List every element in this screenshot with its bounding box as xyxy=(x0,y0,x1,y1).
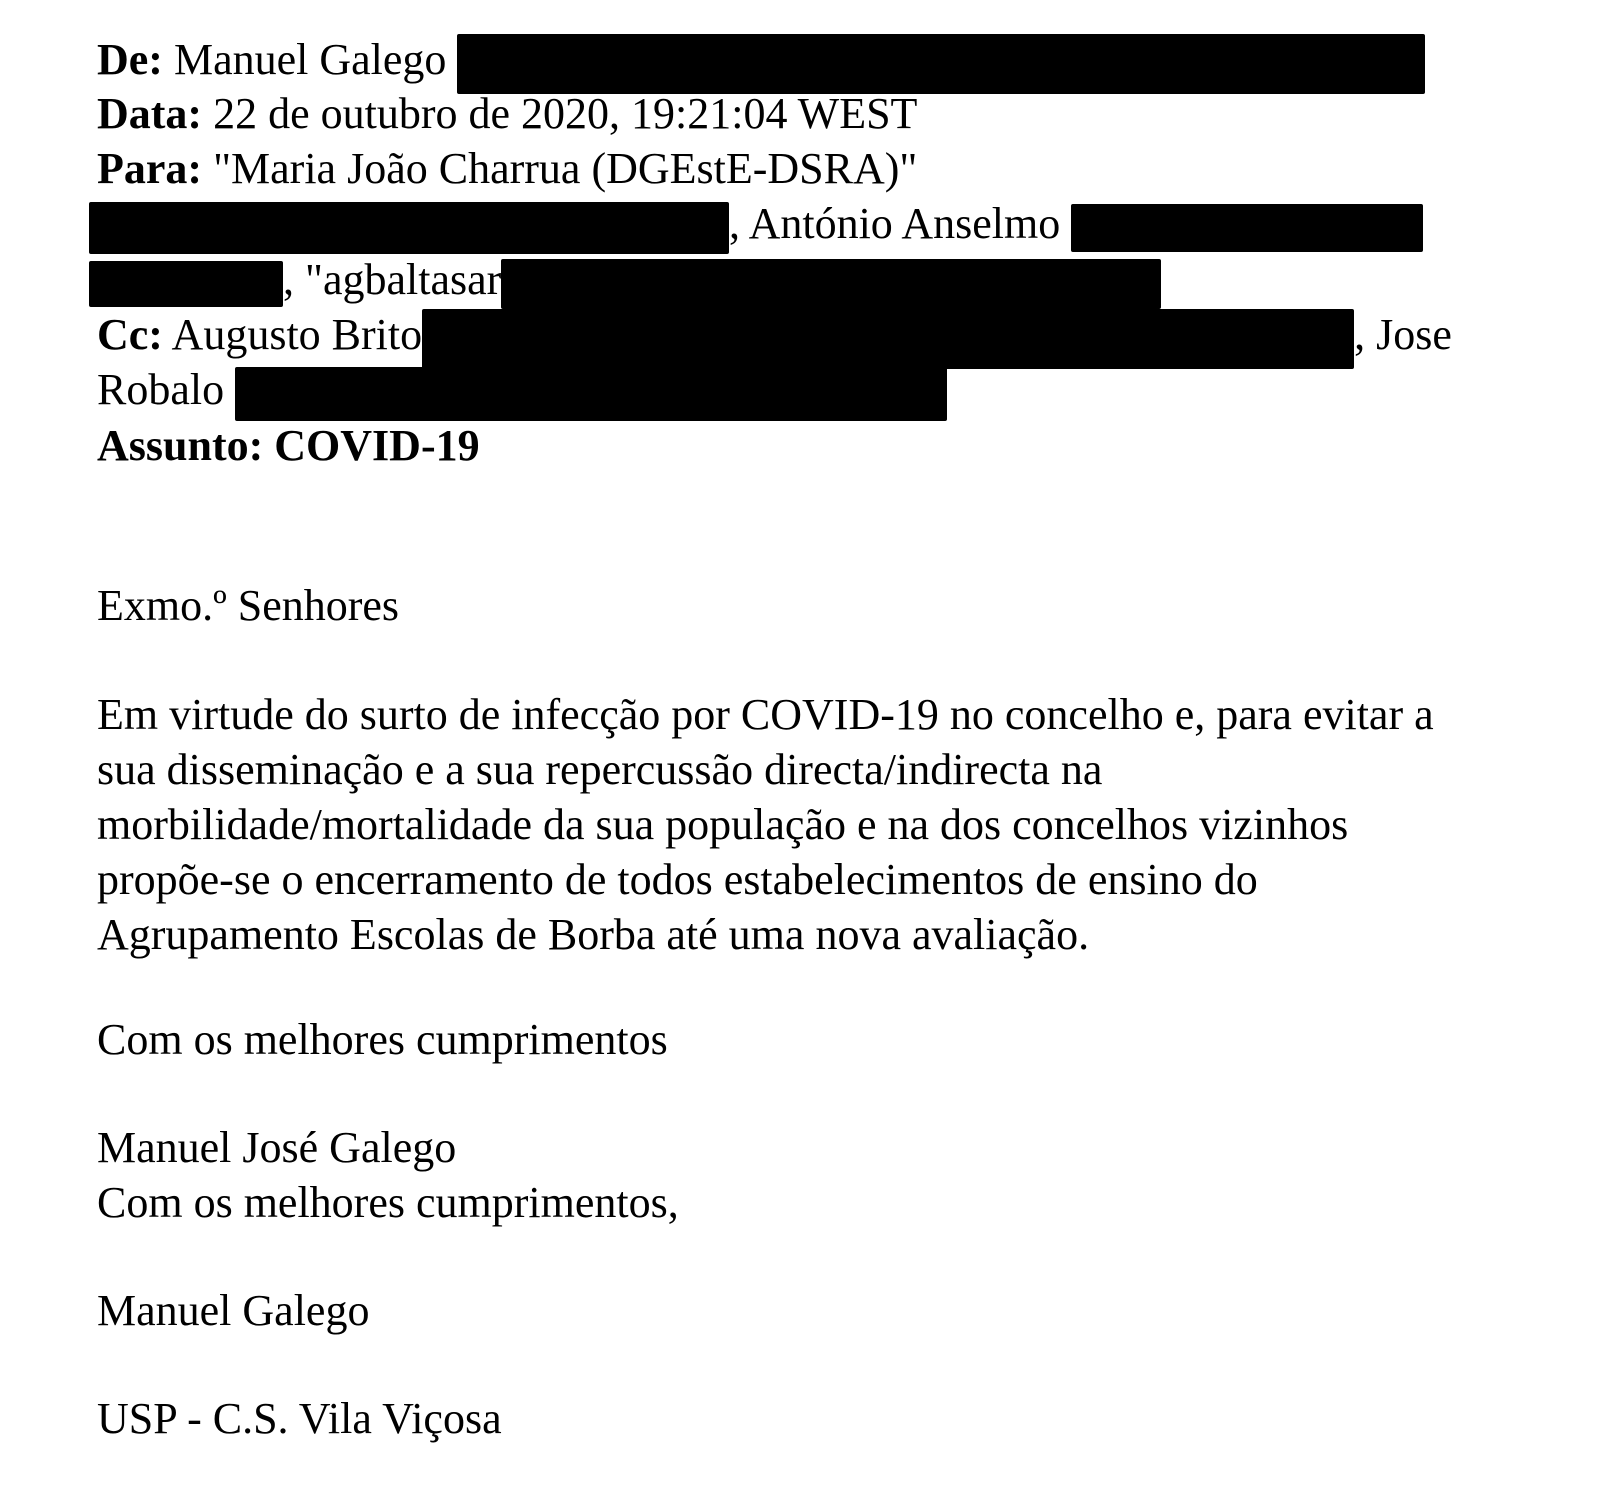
paragraph-line: propõe-se o encerramento de todos estabelecimentos de ensino do xyxy=(97,855,1258,904)
to-label: Para: xyxy=(97,144,203,193)
cc-recipient-2-last: Robalo xyxy=(97,365,225,414)
to-separator-1: , xyxy=(729,199,740,248)
redaction-block xyxy=(501,259,1161,309)
redaction-block xyxy=(457,34,1425,94)
redaction-block xyxy=(235,367,947,421)
redaction-block xyxy=(1071,204,1423,252)
to-recipient-3: "agbaltasar xyxy=(305,255,502,304)
header-cc-line xyxy=(97,307,1452,363)
closing-line-2: Com os melhores cumprimentos, xyxy=(97,1178,679,1227)
cc-recipient-1: Augusto Brito xyxy=(171,310,423,359)
subject-value: COVID-19 xyxy=(274,421,480,470)
date-value: 22 de outubro de 2020, 19:21:04 WEST xyxy=(213,89,918,138)
paragraph-line: Agrupamento Escolas de Borba até uma nova avaliação. xyxy=(97,910,1090,959)
signature-2: Manuel Galego xyxy=(97,1286,370,1335)
to-recipient-1: "Maria João Charrua (DGEstE-DSRA)" xyxy=(213,144,918,193)
paragraph-line: sua disseminação e a sua repercussão directa/indirecta na xyxy=(97,745,1103,794)
header-date-line xyxy=(97,86,917,142)
header-cc-line-2 xyxy=(97,362,947,418)
cc-label: Cc: xyxy=(97,310,163,359)
subject-label: Assunto: xyxy=(97,421,264,470)
header-to-line xyxy=(97,141,917,197)
header-to-line-3 xyxy=(0,252,1161,308)
greeting: Exmo.º Senhores xyxy=(97,581,400,630)
cc-separator-1: , xyxy=(1354,310,1366,359)
date-label: Data: xyxy=(97,89,203,138)
from-name: Manuel Galego xyxy=(173,35,447,84)
paragraph-line: Em virtude do surto de infecção por COVID-19 no concelho e, para evitar a xyxy=(97,690,1434,739)
redaction-block xyxy=(89,202,729,254)
paragraph-line: morbilidade/mortalidade da sua população e na dos concelhos vizinhos xyxy=(97,800,1349,849)
to-recipient-2: António Anselmo xyxy=(748,199,1061,248)
cc-recipient-2-first: Jose xyxy=(1376,310,1452,359)
to-separator-2: , xyxy=(283,255,294,304)
redaction-block xyxy=(89,261,283,307)
closing-line-1: Com os melhores cumprimentos xyxy=(97,1015,668,1064)
header-to-line-2 xyxy=(0,196,1423,252)
organization: USP - C.S. Vila Viçosa xyxy=(97,1394,502,1443)
redaction-block xyxy=(422,309,1354,369)
from-label: De: xyxy=(97,35,163,84)
signature-1: Manuel José Galego xyxy=(97,1123,457,1172)
header-from-line xyxy=(97,32,1425,88)
header-subject-line xyxy=(97,418,480,474)
